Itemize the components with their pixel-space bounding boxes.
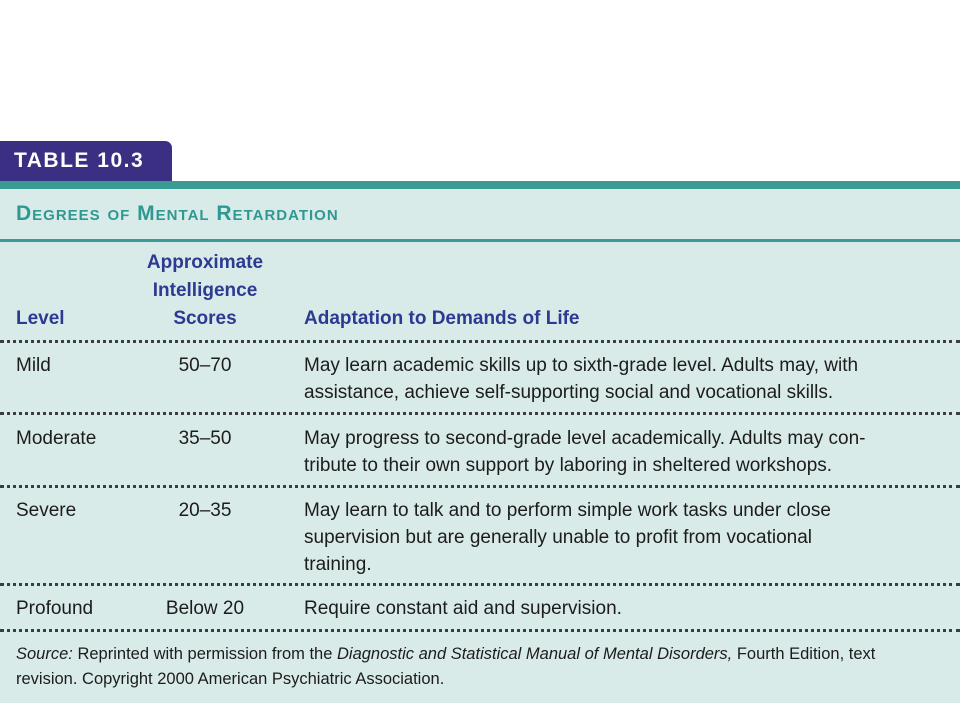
- header-adaptation: Adaptation to Demands of Life: [304, 308, 580, 329]
- row-adaptation-line: supervision but are generally unable to profit from vocational: [304, 527, 813, 548]
- row-level: Mild: [16, 355, 51, 376]
- row-divider: [0, 583, 960, 586]
- row-level: Severe: [16, 500, 77, 521]
- row-scores: 20–35: [178, 500, 232, 521]
- row-adaptation: [304, 352, 944, 406]
- source-manual-title: Diagnostic and Statistical Manual of Mental Disorders,: [336, 645, 733, 663]
- row-adaptation-line: Require constant aid and supervision.: [304, 598, 622, 619]
- table-number-label: TABLE 10.3: [14, 149, 145, 172]
- row-adaptation: [304, 425, 944, 479]
- row-adaptation-line: May progress to second-grade level academically. Adults may con-: [304, 428, 866, 449]
- row-adaptation: [304, 595, 944, 622]
- header-scores: [128, 249, 282, 333]
- header-scores-line3: Scores: [173, 308, 237, 329]
- row-adaptation-line: assistance, achieve self-supporting social and vocational skills.: [304, 382, 834, 403]
- header-level: Level: [16, 308, 65, 329]
- row-divider: [0, 485, 960, 488]
- row-adaptation-line: tribute to their own support by laboring in sheltered workshops.: [304, 455, 833, 476]
- row-adaptation-line: May learn academic skills up to sixth-grade level. Adults may, with: [304, 355, 859, 376]
- row-adaptation-line: training.: [304, 554, 372, 575]
- source-note: [16, 642, 936, 692]
- header-scores-line2: Intelligence: [152, 280, 258, 301]
- source-text: Fourth Edition, text revision. Copyright 2000 American Psychiatric Association.: [16, 645, 876, 688]
- row-level: Profound: [16, 598, 94, 619]
- row-scores: 50–70: [178, 355, 232, 376]
- header-divider: [0, 340, 960, 343]
- title-divider: [0, 239, 960, 242]
- footer-divider: [0, 629, 960, 632]
- row-adaptation-line: May learn to talk and to perform simple work tasks under close: [304, 500, 831, 521]
- row-scores: 35–50: [178, 428, 232, 449]
- source-text: Reprinted with permission from the: [72, 645, 337, 663]
- row-scores: Below 20: [165, 598, 245, 619]
- table-title: Degrees of Mental Retardation: [16, 202, 339, 225]
- top-accent-bar: [0, 181, 960, 189]
- row-level: Moderate: [16, 428, 97, 449]
- row-divider: [0, 412, 960, 415]
- source-label: Source:: [16, 645, 73, 663]
- header-scores-line1: Approximate: [146, 252, 264, 273]
- row-adaptation: [304, 497, 944, 578]
- table-number-tab: [0, 141, 172, 181]
